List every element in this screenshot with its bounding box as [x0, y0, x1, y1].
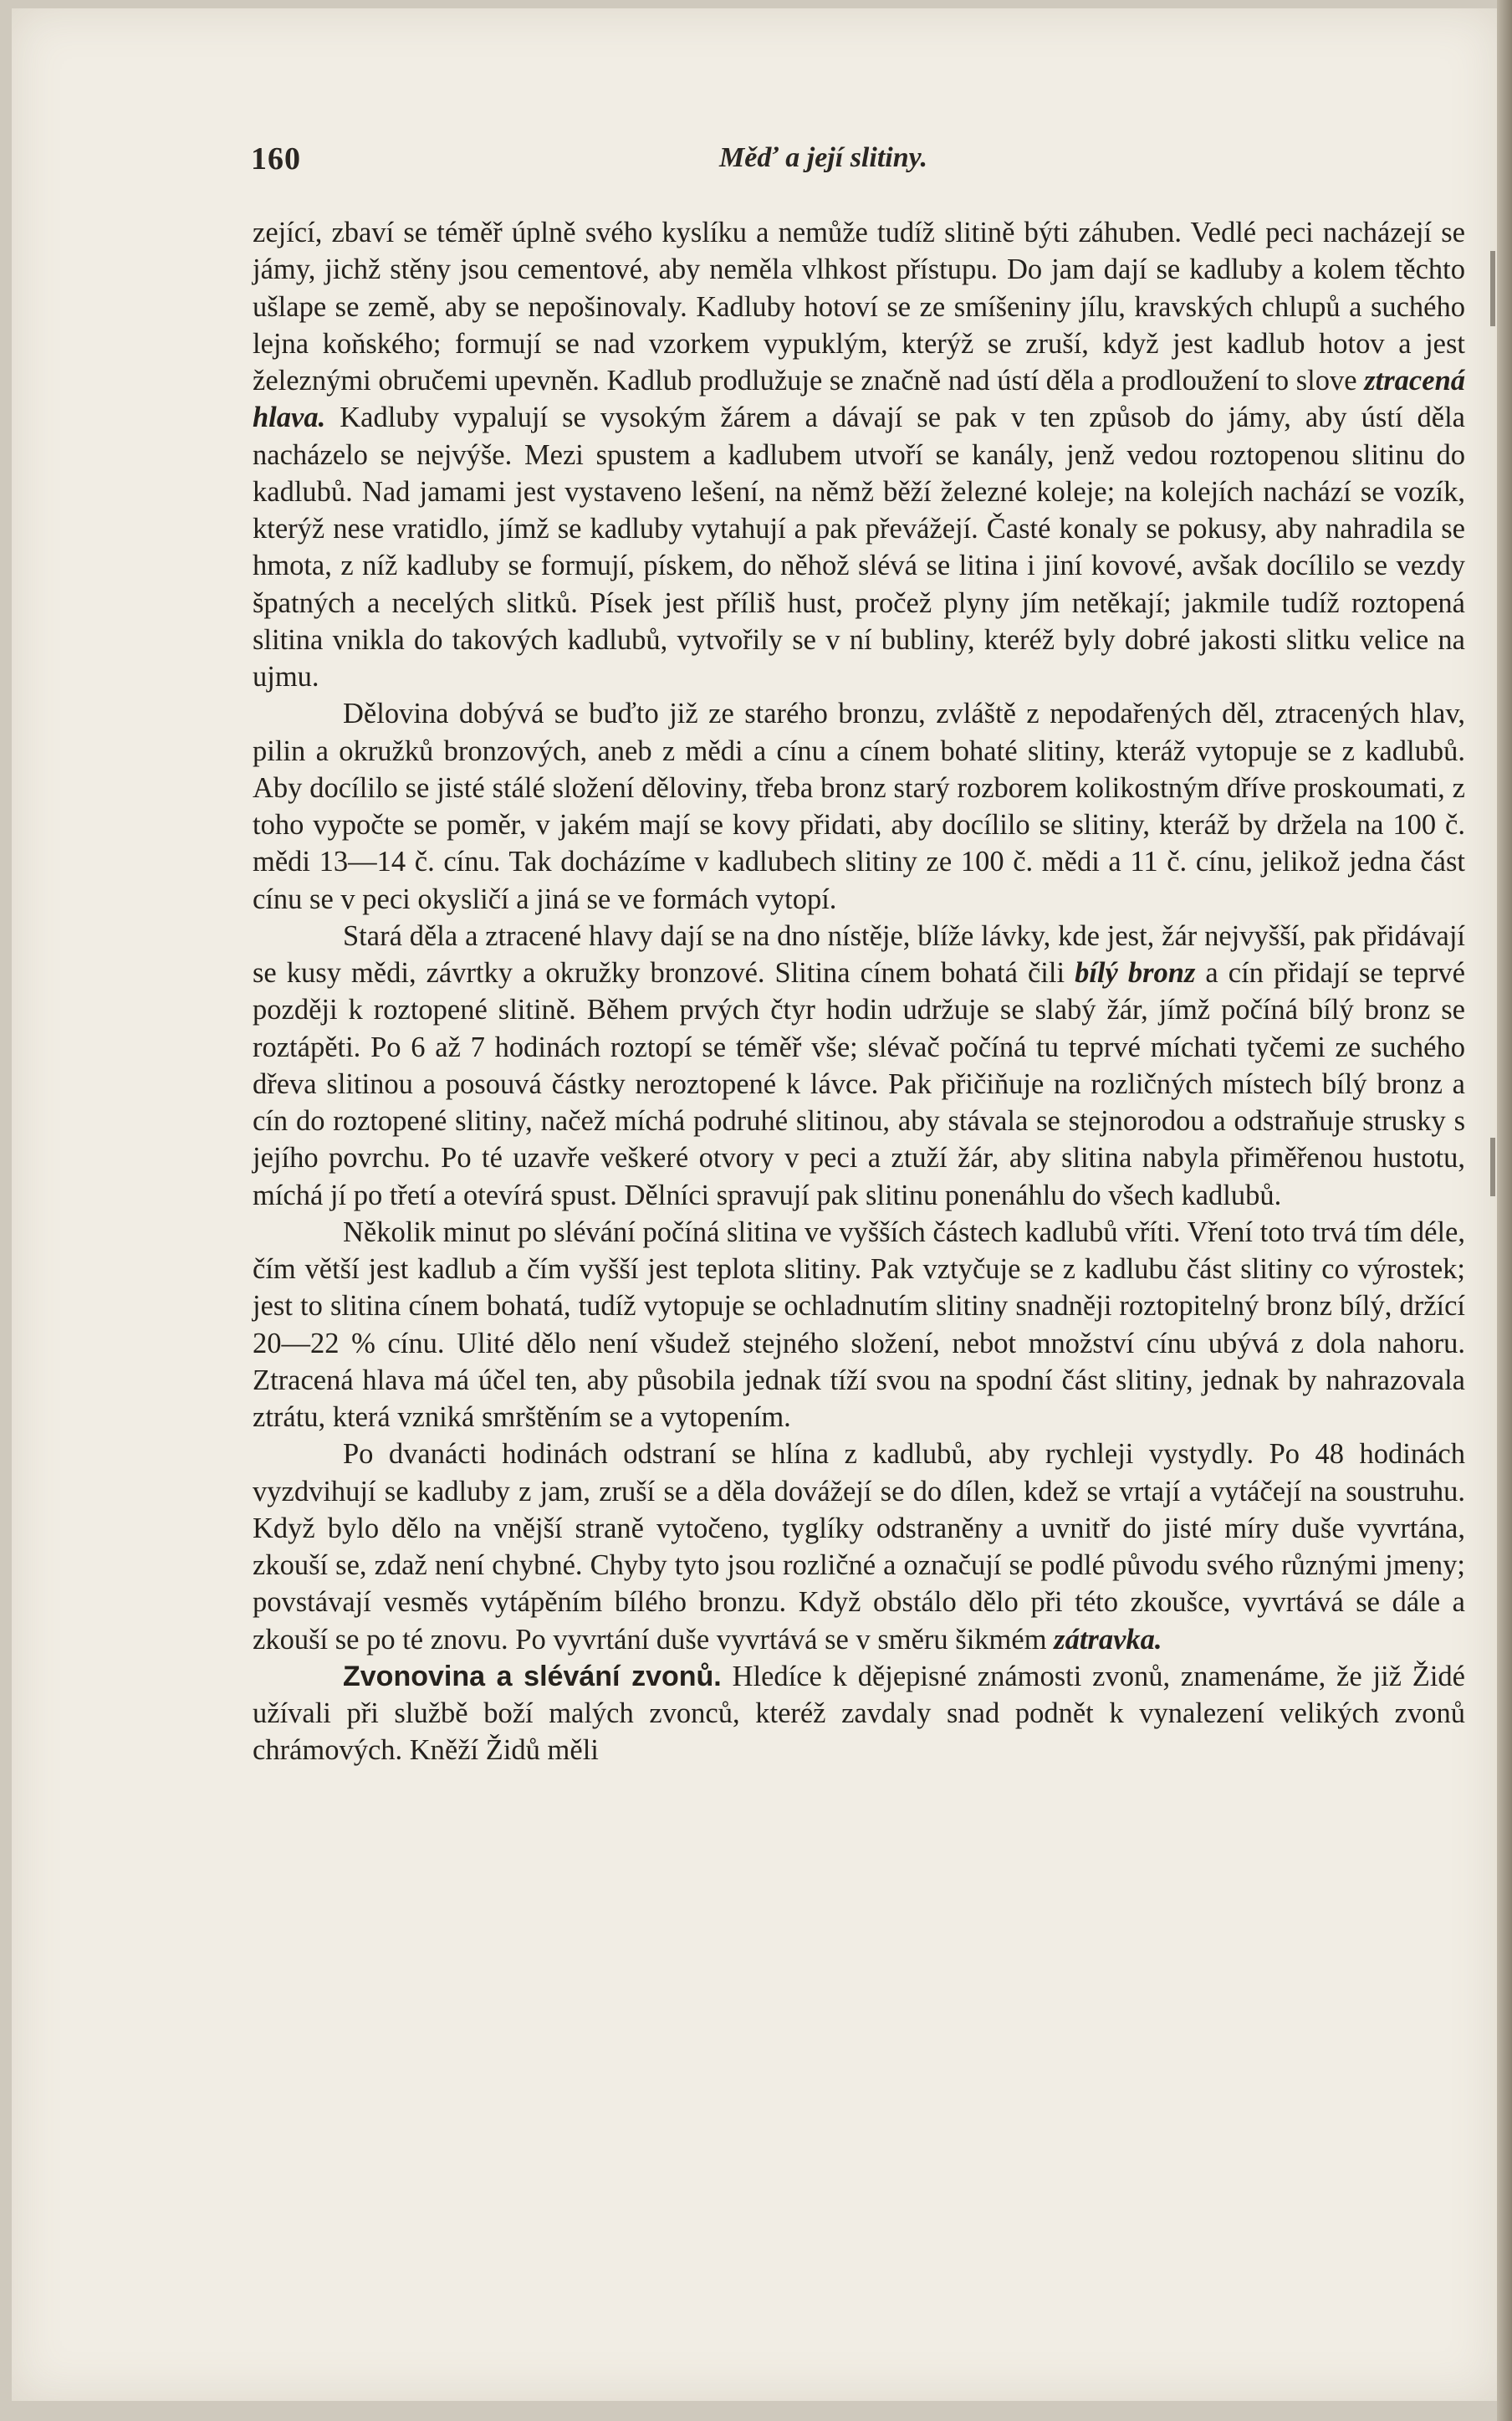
paragraph-6: Zvonovina a slévání zvonů. Hledíce k dějepisné známosti zvonů, znamenáme, že již Židé užívali při službě boží malých zvonců, kteréž zavdaly snad podnět k vynalezení velikých zvonů chrámových. Kněží Židů měli	[253, 1660, 1465, 1767]
italic-term: zátravka.	[1054, 1623, 1162, 1656]
paragraph-4: Několik minut po slévání počíná slitina ve vyšších částech kadlubů vříti. Vření toto trvá tím déle, čím větší jest kadlub a čím vyšší jest teplota slitiny. Pak vztyčuje se z kadlubu část slitiny co výrostek; jest to slitina cínem bohatá, tudíž vytopuje se ochladnutím slitiny snadněji roztopitelný bronz bílý, držící 20—22 % cínu. Ulité dělo není všudež stejného složení, nebot množství cínu ubývá z dola nahoru. Ztracená hlava má účel ten, aby působila jednak tíží svou na spodní část slitiny, jednak by nahrazovala ztrátu, která vzniká smrštěním se a vytopením.	[253, 1216, 1465, 1433]
italic-term: bílý bronz	[1075, 957, 1196, 989]
section-heading: Zvonovina a slévání zvonů.	[343, 1660, 722, 1692]
running-header	[251, 141, 1463, 182]
paragraph-1: zející, zbaví se téměř úplně svého kyslíku a nemůže tudíž slitině býti záhuben. Vedlé peci nacházejí se jámy, jichž stěny jsou cementové, aby neměla vlhkost přístupu. Do jam dají se kadluby a kolem těchto ušlape se země, aby se nepošinovaly. Kadluby hotoví se ze smíšeniny jílu, kravských chlupů a suchého lejna koňského; formují se nad vzorkem vypuklým, kterýž se zruší, když jest kadlub hotov a jest železnými obručemi upevněn. Kadlub prodlužuje se značně nad ústí děla a prodloužení to slove ztracená hlava. Kadluby vypalují se vysokým žárem a dávají se pak v ten způsob do jámy, aby ústí děla nacházelo se nejvýše. Mezi spustem a kadlubem utvoří se kanály, jenž vedou roztopenou slitinu do kadlubů. Nad jamami jest vystaveno lešení, na němž běží železné koleje; na kolejích nachází se vozík, kterýž nese vratidlo, jímž se kadluby vytahují a pak převážejí. Časté konaly se pokusy, aby nahradila se hmota, z níž kadluby se formují, pískem, do něhož slévá se litina i jiní kovové, avšak docílilo se vezdy špatných a necelých slitků. Písek jest příliš hust, pročež plyny jím netěkají; jakmile tudíž roztopená slitina vnikla do takových kadlubů, vytvořily se v ní bubliny, kteréž byly dobré jakosti slitku velice na ujmu.	[253, 217, 1465, 693]
paragraph-2: Dělovina dobývá se buďto již ze starého bronzu, zvláště z nepodařených děl, ztracených hlav, pilin a okružků bronzových, aneb z mědi a cínu a cínem bohaté slitiny, kteráž vytopuje se z kadlubů. Aby docílilo se jisté stálé složení děloviny, třeba bronz starý rozborem kolikostným dříve proskoumati, z toho vypočte se poměr, v jakém mají se kovy přidati, aby docílilo se slitiny, kteráž by držela na 100 č. mědi 13—14 č. cínu. Tak docházíme v kadlubech slitiny ze 100 č. mědi a 11 č. cínu, jelikož jedna část cínu se v peci okysličí a jiná se ve formách vytopí.	[253, 698, 1465, 915]
running-title: Měď a její slitiny.	[719, 142, 927, 173]
page-number: 160	[251, 141, 301, 177]
paragraph-5: Po dvanácti hodinách odstraní se hlína z kadlubů, aby rychleji vystydly. Po 48 hodinách vyzdvihují se kadluby z jam, zruší se a děla dovážejí se do dílen, kdež se vrtají a vytáčejí na soustruhu. Když bylo dělo na vnější straně vytočeno, tyglíky odstraněny a uvnitř do jisté míry duše vyvrtána, zkouší se, zdaž není chybné. Chyby tyto jsou rozličné a označují se podlé původu svého různými jmeny; povstávají vesměs vytápěním bílého bronzu. Když obstálo dělo při této zkoušce, vyvrtává se dále a zkouší se po té znovu. Po vyvrtání duše vyvrtává se v směru šikmém zátravka.	[253, 1438, 1465, 1656]
page-edge-shadow	[1497, 0, 1512, 2421]
paragraph-3: Stará děla a ztracené hlavy dají se na dno nístěje, blíže lávky, kde jest, žár nejvyšší, pak přidávají se kusy mědi, závrtky a okružky bronzové. Slitina cínem bohatá čili bílý bronz a cín přidají se teprvé později k roztopené slitině. Během prvých čtyr hodin udržuje se slabý žár, jímž počíná bílý bronz se roztápěti. Po 6 až 7 hodinách roztopí se téměř vše; slévač počíná tu teprvé míchati tyčemi ze suchého dřeva slitinou a posouvá částky neroztopené k lávce. Pak přičiňuje na rozličných místech bílý bronz a cín do roztopené slitiny, načež míchá podruhé slitinou, aby stávala se stejnorodou a odstraňuje strusky s jejího povrchu. Po té uzavře veškeré otvory v peci a ztuží žár, aby slitina nabyla přiměřenou hustotu, míchá jí po třetí a otevírá spust. Dělníci spravují pak slitinu ponenáhlu do všech kadlubů.	[253, 919, 1465, 1211]
margin-mark	[1490, 1138, 1495, 1196]
margin-mark	[1490, 251, 1495, 326]
italic-term: ztracená hlava.	[253, 365, 1465, 434]
body-text	[253, 214, 1465, 1769]
